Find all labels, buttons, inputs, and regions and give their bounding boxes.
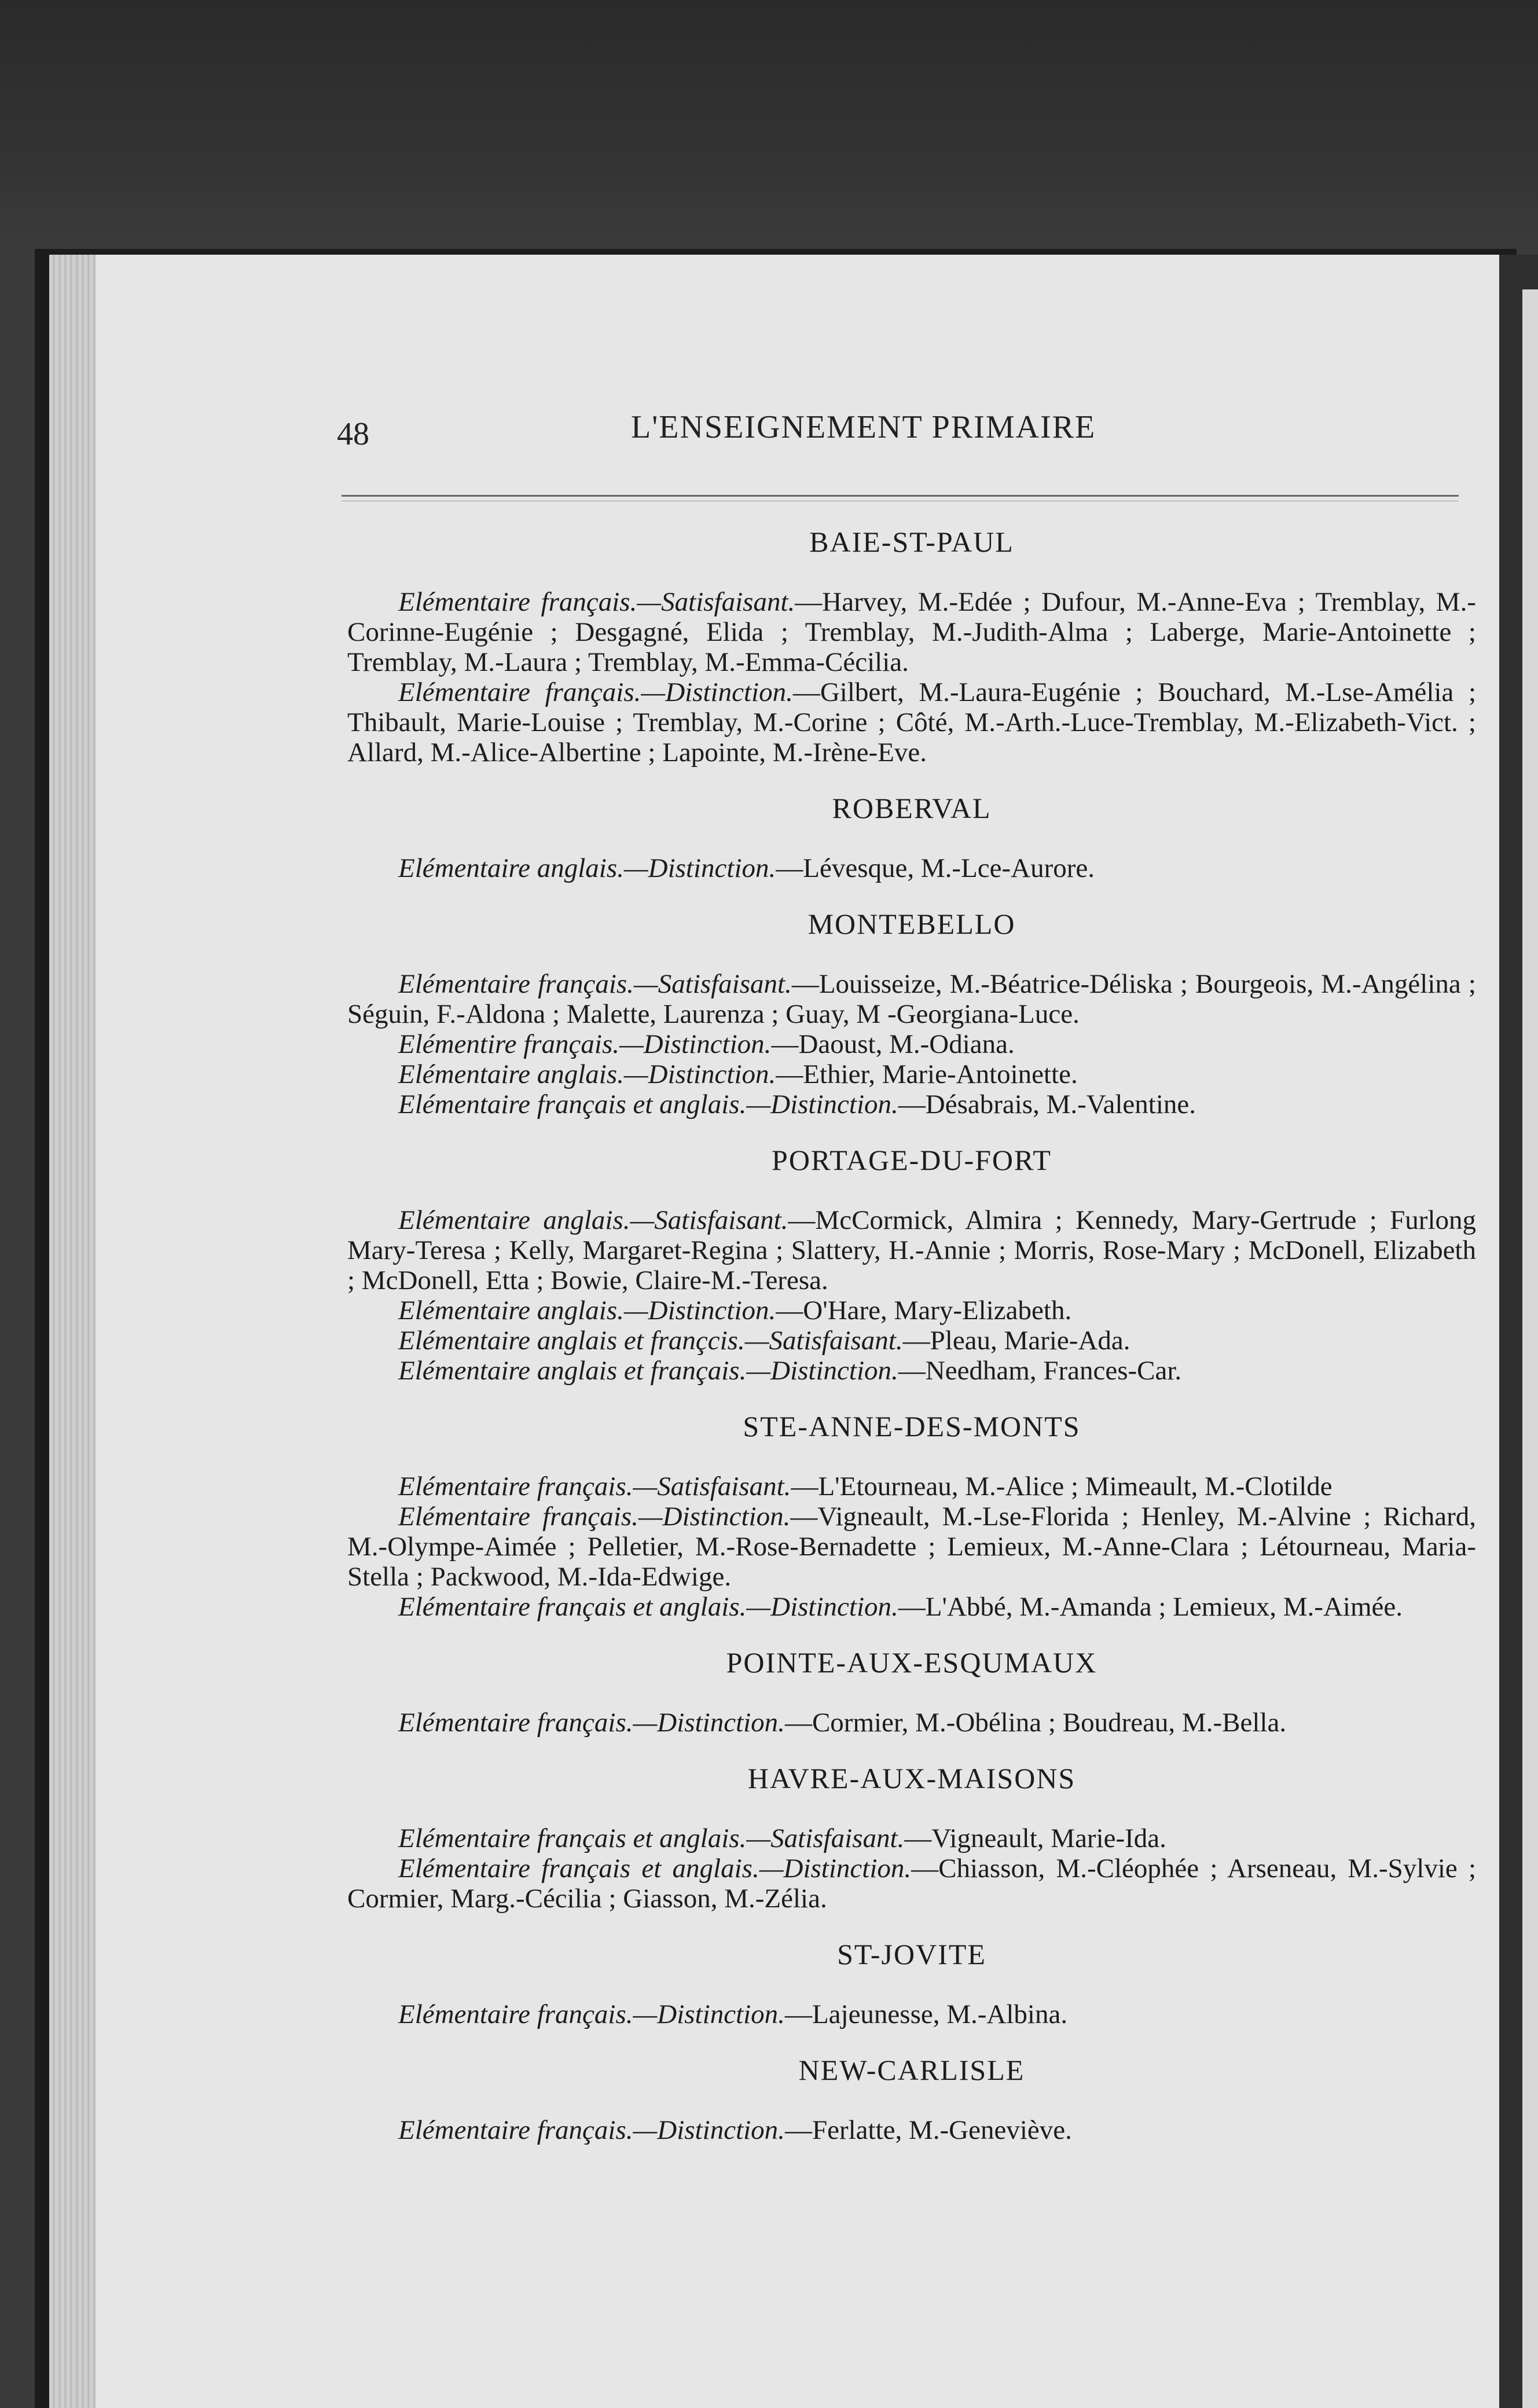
result-entry [347, 1708, 1476, 1738]
entry-category: Elémentaire anglais et françcis.—Satisfaisant. [398, 1326, 903, 1356]
entry-names: —O'Hare, Mary-Elizabeth. [776, 1295, 1072, 1326]
entry-category: Elémentaire anglais.—Satisfaisant. [398, 1205, 788, 1235]
running-title: L'ENSEIGNEMENT PRIMAIRE [631, 409, 1096, 445]
entry-names: —L'Abbé, M.-Amanda ; Lemieux, M.-Aimée. [898, 1592, 1403, 1622]
result-entry [347, 853, 1476, 883]
entry-names: —Désabrais, M.-Valentine. [898, 1089, 1196, 1119]
page-binding-edge [49, 255, 96, 2408]
entry-names: —Lajeunesse, M.-Albina. [784, 1999, 1068, 2029]
result-entry [347, 1502, 1476, 1592]
result-entry [347, 1999, 1476, 2029]
entry-names: —McCormick, Almira ; Kennedy, Mary-Gertrude ; Furlong Mary-Teresa ; Kelly, Margaret-Regina ; Slattery, H.-Annie ; Morris, Rose-Mary ; McDonell, Elizabeth ; McDonell, Etta ; Bowie, Claire-M.-Teresa. [347, 1205, 1476, 1295]
result-entry [347, 1326, 1476, 1356]
section-title: MONTEBELLO [807, 908, 1016, 940]
entry-names: —Vigneault, Marie-Ida. [904, 1823, 1166, 1853]
result-entry [347, 1295, 1476, 1326]
entry-category: Elémentaire français et anglais.—Satisfaisant. [398, 1823, 905, 1853]
page-number: 48 [337, 416, 369, 452]
entry-names: —Cormier, M.-Obélina ; Boudreau, M.-Bella. [784, 1708, 1287, 1738]
entry-category: Elémentaire français.—Distinction. [398, 677, 793, 707]
result-entry [347, 587, 1476, 677]
entry-names: —Lévesque, M.-Lce-Aurore. [776, 853, 1095, 883]
section-title: HAVRE-AUX-MAISONS [747, 1762, 1076, 1794]
section-title: NEW-CARLISLE [798, 2054, 1025, 2086]
section-title: ST-JOVITE [837, 1938, 986, 1970]
entry-names: —Ethier, Marie-Antoinette. [776, 1059, 1078, 1089]
entry-category: Elémentaire anglais.—Distinction. [398, 1295, 776, 1326]
result-entry [347, 1471, 1476, 1502]
result-entry [347, 1089, 1476, 1119]
section-title: PORTAGE-DU-FORT [772, 1144, 1052, 1176]
entry-category: Elémentaire français.—Satisfaisant. [398, 1471, 791, 1502]
entry-category: Elémentire français.—Distinction. [398, 1029, 772, 1059]
entry-names: —Gilbert, M.-Laura-Eugénie ; Bouchard, M.-Lse-Amélia ; Thibault, Marie-Louise ; Tremblay, M.-Corine ; Côté, M.-Arth.-Luce-Tremblay, M.-Elizabeth-Vict. ; Allard, M.-Alice-Albertine ; Lapointe, M.-Irène-Eve. [347, 677, 1476, 768]
page-content [347, 527, 1476, 2145]
result-entry [347, 1823, 1476, 1853]
section-title: STE-ANNE-DES-MONTS [743, 1410, 1081, 1442]
entry-names: —L'Etourneau, M.-Alice ; Mimeault, M.-Clotilde [791, 1471, 1333, 1502]
entry-category: Elémentaire français.—Distinction. [398, 1502, 791, 1532]
entry-category: Elémentaire français et anglais.—Distinction. [398, 1853, 912, 1884]
result-entry [347, 1059, 1476, 1089]
facing-page-edge [1499, 255, 1538, 2408]
entry-category: Elémentaire français.—Distinction. [398, 1708, 785, 1738]
entry-category: Elémentaire anglais.—Distinction. [398, 853, 776, 883]
entry-names: —Louisseize, M.-Béatrice-Déliska ; Bourgeois, M.-Angélina ; Séguin, F.-Aldona ; Malette, Laurenza ; Guay, M -Georgiana-Luce. [347, 969, 1476, 1029]
result-entry [347, 677, 1476, 768]
result-entry [347, 969, 1476, 1029]
entry-names: —Harvey, M.-Edée ; Dufour, M.-Anne-Eva ; Tremblay, M.-Corinne-Eugénie ; Desgagné, Elida ; Tremblay, M.-Judith-Alma ; Laberge, Marie-Antoinette ; Tremblay, M.-Laura ; Tremblay, M.-Emma-Cécilia. [347, 587, 1476, 677]
entry-category: Elémentaire français et anglais.—Distinction. [398, 1592, 898, 1622]
entry-category: Elémentaire français.—Satisfaisant. [398, 587, 795, 617]
background-top [0, 0, 1538, 255]
result-entry [347, 1205, 1476, 1295]
entry-names: —Ferlatte, M.-Geneviève. [784, 2115, 1072, 2145]
entry-names: —Daoust, M.-Odiana. [771, 1029, 1015, 1059]
header-rule [342, 495, 1459, 497]
entry-names: —Needham, Frances-Car. [898, 1356, 1182, 1386]
entry-category: Elémentaire anglais.—Distinction. [398, 1059, 776, 1089]
facing-page-strip [1522, 289, 1538, 2408]
result-entry [347, 1592, 1476, 1622]
section-title: POINTE-AUX-ESQUMAUX [726, 1646, 1097, 1679]
result-entry [347, 1029, 1476, 1059]
section-title: BAIE-ST-PAUL [809, 526, 1014, 558]
entry-category: Elémentaire anglais et français.—Distinction. [398, 1356, 898, 1386]
entry-names: —Chiasson, M.-Cléophée ; Arseneau, M.-Sylvie ; Cormier, Marg.-Cécilia ; Giasson, M.-Zélia. [347, 1853, 1477, 1914]
result-entry [347, 1356, 1476, 1386]
entry-names: —Vigneault, M.-Lse-Florida ; Henley, M.-Alvine ; Richard, M.-Olympe-Aimée ; Pelletier, M.-Rose-Bernadette ; Lemieux, M.-Anne-Clara ; Létourneau, Maria-Stella ; Packwood, M.-Ida-Edwige. [347, 1502, 1477, 1592]
result-entry [347, 2115, 1476, 2145]
entry-names: —Pleau, Marie-Ada. [902, 1326, 1130, 1356]
result-entry [347, 1853, 1476, 1914]
section-title: ROBERVAL [832, 792, 992, 824]
entry-category: Elémentaire français et anglais.—Distinction. [398, 1089, 898, 1119]
entry-category: Elémentaire français.—Distinction. [398, 1999, 785, 2029]
entry-category: Elémentaire français.—Satisfaisant. [398, 969, 792, 999]
entry-category: Elémentaire français.—Distinction. [398, 2115, 785, 2145]
